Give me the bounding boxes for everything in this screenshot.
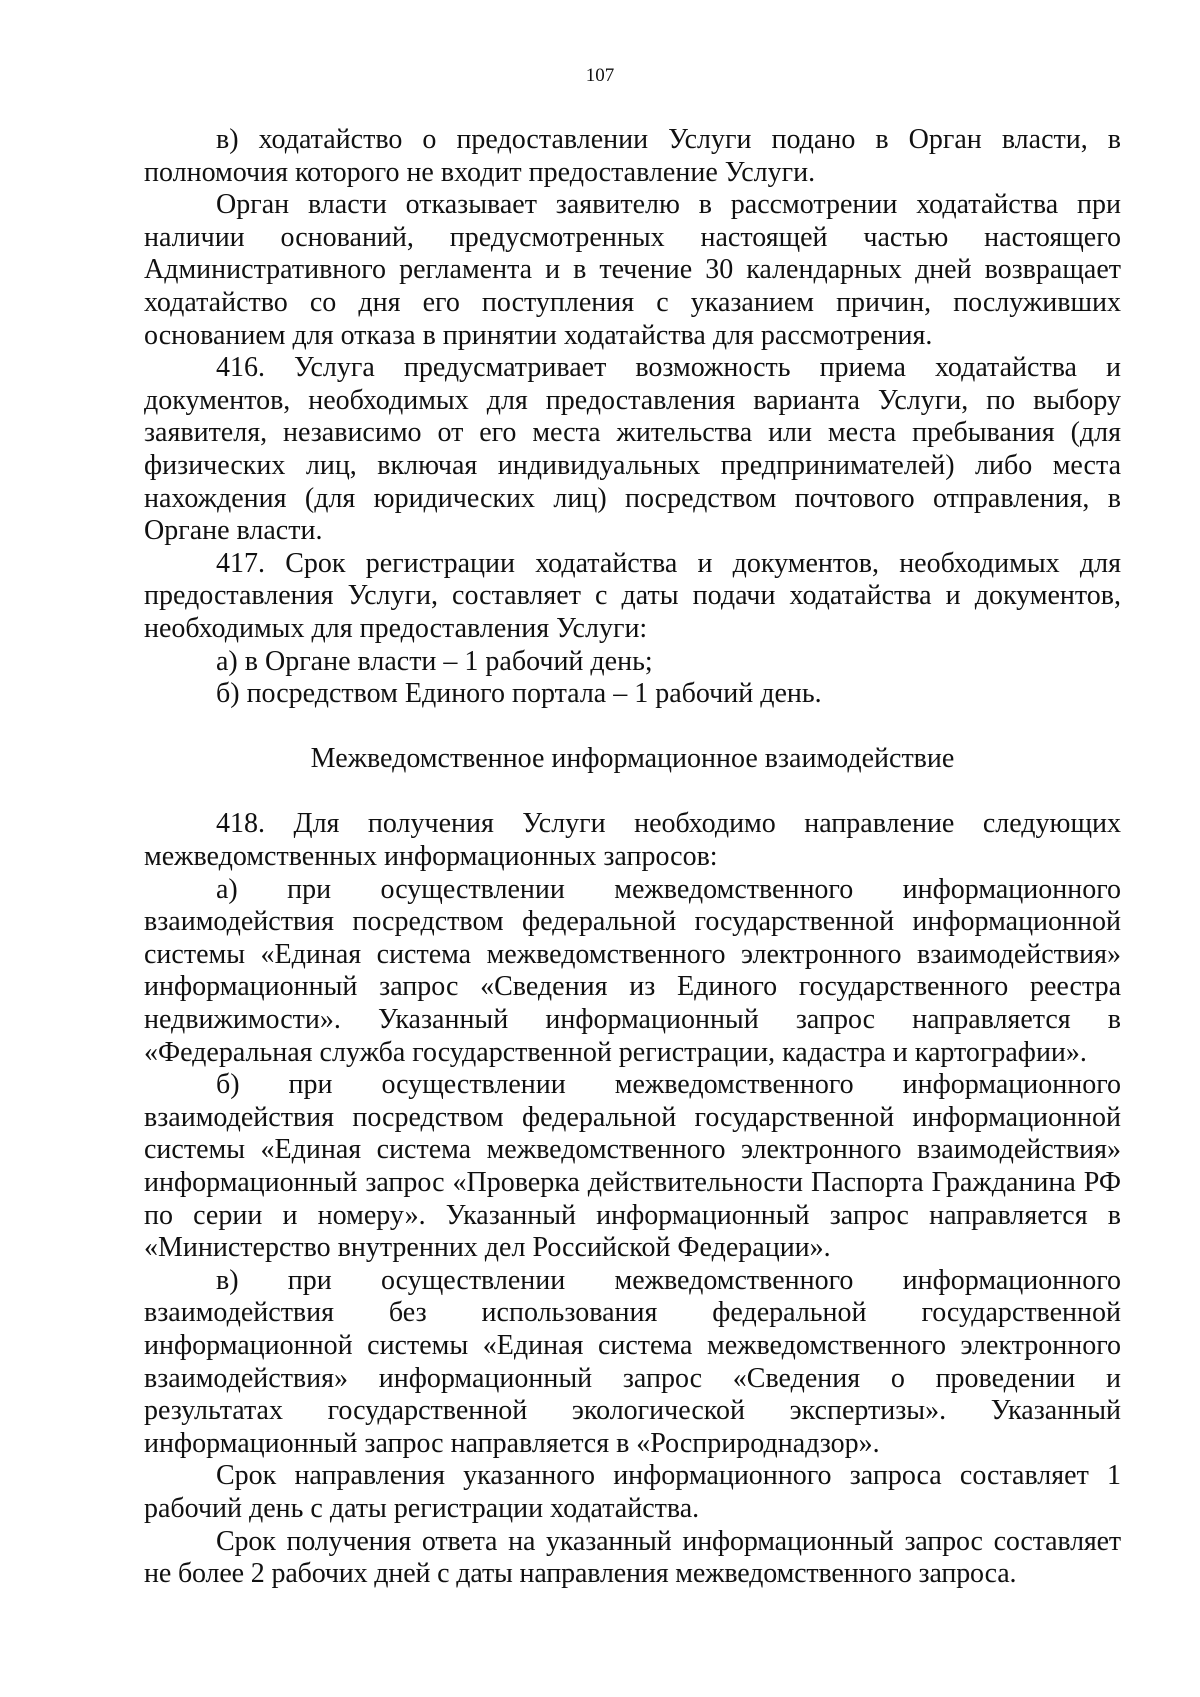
paragraph-418-a: а) при осуществлении межведомственного информационного взаимодействия посредством федеральной государственной информационной системы «Единая система межведомственного электронного взаимодействия» информационный запрос «Сведения из Единого государственного реестра недвижимости». Указанный информационный запрос направляется в «Федеральная служба государственной регистрации, кадастра и картографии». bbox=[144, 873, 1121, 1068]
paragraph-417: 417. Срок регистрации ходатайства и документов, необходимых для предоставления Услуги, составляет с даты подачи ходатайства и документов, необходимых для предоставления Услуги: bbox=[144, 547, 1121, 644]
paragraph-response-term: Срок получения ответа на указанный информационный запрос составляет не более 2 рабочих дней с даты направления межведомственного запроса. bbox=[144, 1525, 1121, 1590]
paragraph-refusal-procedure: Орган власти отказывает заявителю в рассмотрении ходатайства при наличии оснований, предусмотренных настоящей частью настоящего Административного регламента и в течение 30 календарных дней возвращает ходатайство со дня его поступления с указанием причин, послуживших основанием для отказа в принятии ходатайства для рассмотрения. bbox=[144, 189, 1121, 351]
paragraph-418-v: в) при осуществлении межведомственного информационного взаимодействия без использования федеральной государственной информационной системы «Единая система межведомственного электронного взаимодействия» информационный запрос «Сведения о проведении и результатах государственной экологической экспертизы». Указанный информационный запрос направляется в «Росприроднадзор». bbox=[144, 1264, 1121, 1459]
paragraph-418: 418. Для получения Услуги необходимо направление следующих межведомственных информационных запросов: bbox=[144, 808, 1121, 873]
section-heading: Межведомственное информационное взаимодействие bbox=[310, 743, 955, 775]
paragraph-refusal-reason-v: в) ходатайство о предоставлении Услуги подано в Орган власти, в полномочия которого не входит предоставление Услуги. bbox=[144, 124, 1121, 188]
paragraph-request-send-term: Срок направления указанного информационного запроса составляет 1 рабочий день с даты регистрации ходатайства. bbox=[144, 1460, 1121, 1524]
paragraph-418-b: б) при осуществлении межведомственного информационного взаимодействия посредством федеральной государственной информационной системы «Единая система межведомственного электронного взаимодействия» информационный запрос «Проверка действительности Паспорта Гражданина РФ по серии и номеру». Указанный информационный запрос направляется в «Министерство внутренних дел Российской Федерации». bbox=[144, 1069, 1121, 1264]
paragraph-417-a: а) в Органе власти – 1 рабочий день; bbox=[216, 645, 653, 677]
document-body bbox=[144, 124, 1121, 1591]
page-number: 107 bbox=[585, 65, 615, 86]
paragraph-416: 416. Услуга предусматривает возможность приема ходатайства и документов, необходимых для предоставления варианта Услуги, по выбору заявителя, независимо от его места жительства или места пребывания (для физических лиц, включая индивидуальных предпринимателей) либо места нахождения (для юридических лиц) посредством почтового отправления, в Органе власти. bbox=[144, 352, 1121, 547]
paragraph-417-b: б) посредством Единого портала – 1 рабочий день. bbox=[216, 678, 822, 710]
